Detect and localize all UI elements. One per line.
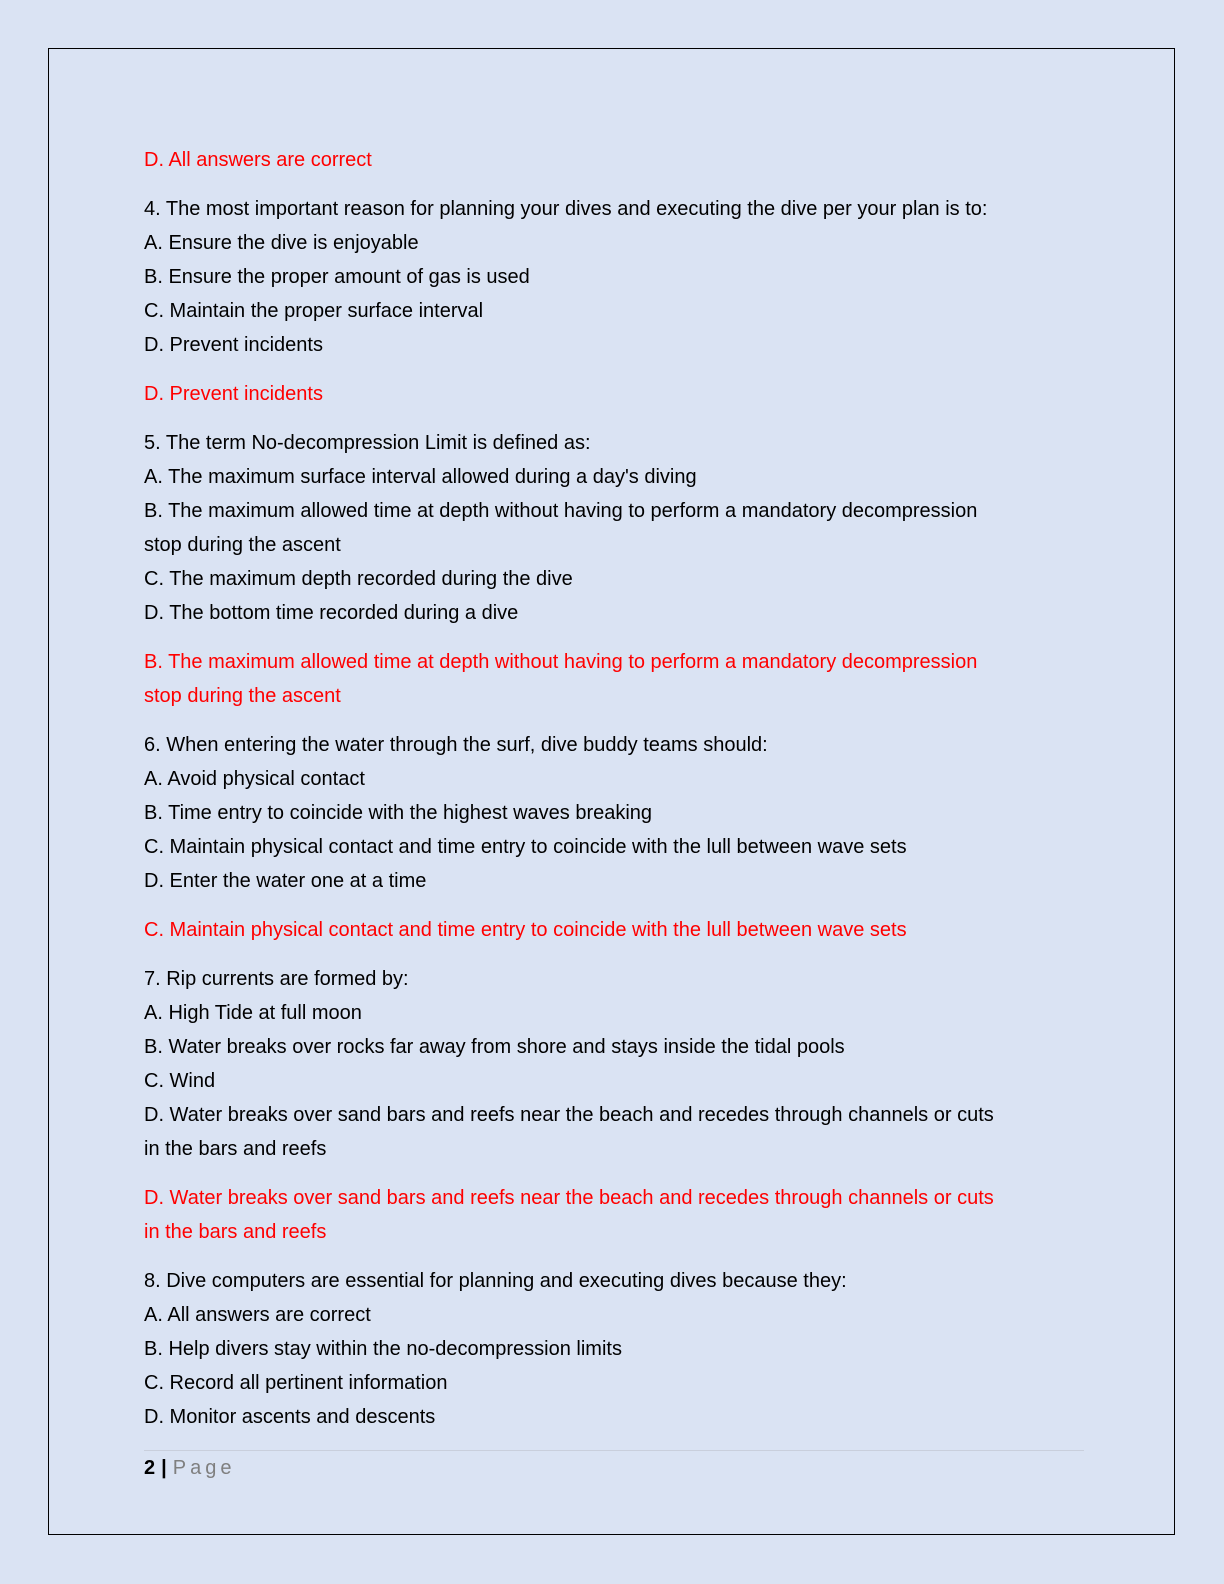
document-body [144, 143, 1084, 1434]
question-block [144, 1264, 1084, 1434]
answer-text: C. Maintain physical contact and time entry to coincide with the lull between wave sets [144, 919, 907, 941]
question-block [144, 192, 1084, 362]
option-text: D. The bottom time recorded during a dive [144, 602, 519, 624]
option-text: C. Maintain the proper surface interval [144, 300, 484, 322]
page-number: 2 [144, 1457, 156, 1479]
answer-text: B. The maximum allowed time at depth without having to perform a mandatory decompression [144, 651, 978, 673]
answer-text: D. Water breaks over sand bars and reefs near the beach and recedes through channels or cuts [144, 1187, 994, 1209]
page-label: Page [172, 1457, 236, 1479]
option-text: D. Monitor ascents and descents [144, 1406, 436, 1428]
option-text: A. All answers are correct [144, 1304, 371, 1326]
option-text: B. Time entry to coincide with the highest waves breaking [144, 802, 653, 824]
option-text: D. Enter the water one at a time [144, 870, 427, 892]
option-text: B. Help divers stay within the no-decompression limits [144, 1338, 622, 1360]
question-block [144, 426, 1084, 630]
option-text: in the bars and reefs [144, 1138, 327, 1160]
question-block [144, 962, 1084, 1166]
answer-text: D. All answers are correct [144, 149, 372, 171]
question-text: 8. Dive computers are essential for planning and executing dives because they: [144, 1270, 847, 1292]
footer-divider [144, 1450, 1084, 1451]
option-text: B. Ensure the proper amount of gas is used [144, 266, 530, 288]
option-text: C. Maintain physical contact and time entry to coincide with the lull between wave sets [144, 836, 907, 858]
answer-text: stop during the ascent [144, 685, 341, 707]
option-text: A. Avoid physical contact [144, 768, 365, 790]
answer-block [144, 1181, 1084, 1249]
answer-block [144, 913, 1084, 947]
question-text: 6. When entering the water through the surf, dive buddy teams should: [144, 734, 768, 756]
page-footer [144, 1454, 235, 1482]
footer-separator: | [161, 1457, 167, 1479]
option-text: D. Prevent incidents [144, 334, 323, 356]
option-text: A. Ensure the dive is enjoyable [144, 232, 419, 254]
answer-block [144, 143, 1084, 177]
option-text: A. High Tide at full moon [144, 1002, 362, 1024]
option-text: D. Water breaks over sand bars and reefs near the beach and recedes through channels or cuts [144, 1104, 994, 1126]
option-text: stop during the ascent [144, 534, 341, 556]
answer-block [144, 377, 1084, 411]
option-text: B. Water breaks over rocks far away from shore and stays inside the tidal pools [144, 1036, 845, 1058]
question-block [144, 728, 1084, 898]
answer-text: D. Prevent incidents [144, 383, 323, 405]
question-text: 7. Rip currents are formed by: [144, 968, 409, 990]
option-text: C. Wind [144, 1070, 216, 1092]
option-text: A. The maximum surface interval allowed during a day's diving [144, 466, 697, 488]
option-text: B. The maximum allowed time at depth without having to perform a mandatory decompression [144, 500, 978, 522]
question-text: 4. The most important reason for planning your dives and executing the dive per your plan is to: [144, 198, 988, 220]
question-text: 5. The term No-decompression Limit is defined as: [144, 432, 591, 454]
answer-block [144, 645, 1084, 713]
option-text: C. Record all pertinent information [144, 1372, 448, 1394]
option-text: C. The maximum depth recorded during the dive [144, 568, 573, 590]
answer-text: in the bars and reefs [144, 1221, 327, 1243]
